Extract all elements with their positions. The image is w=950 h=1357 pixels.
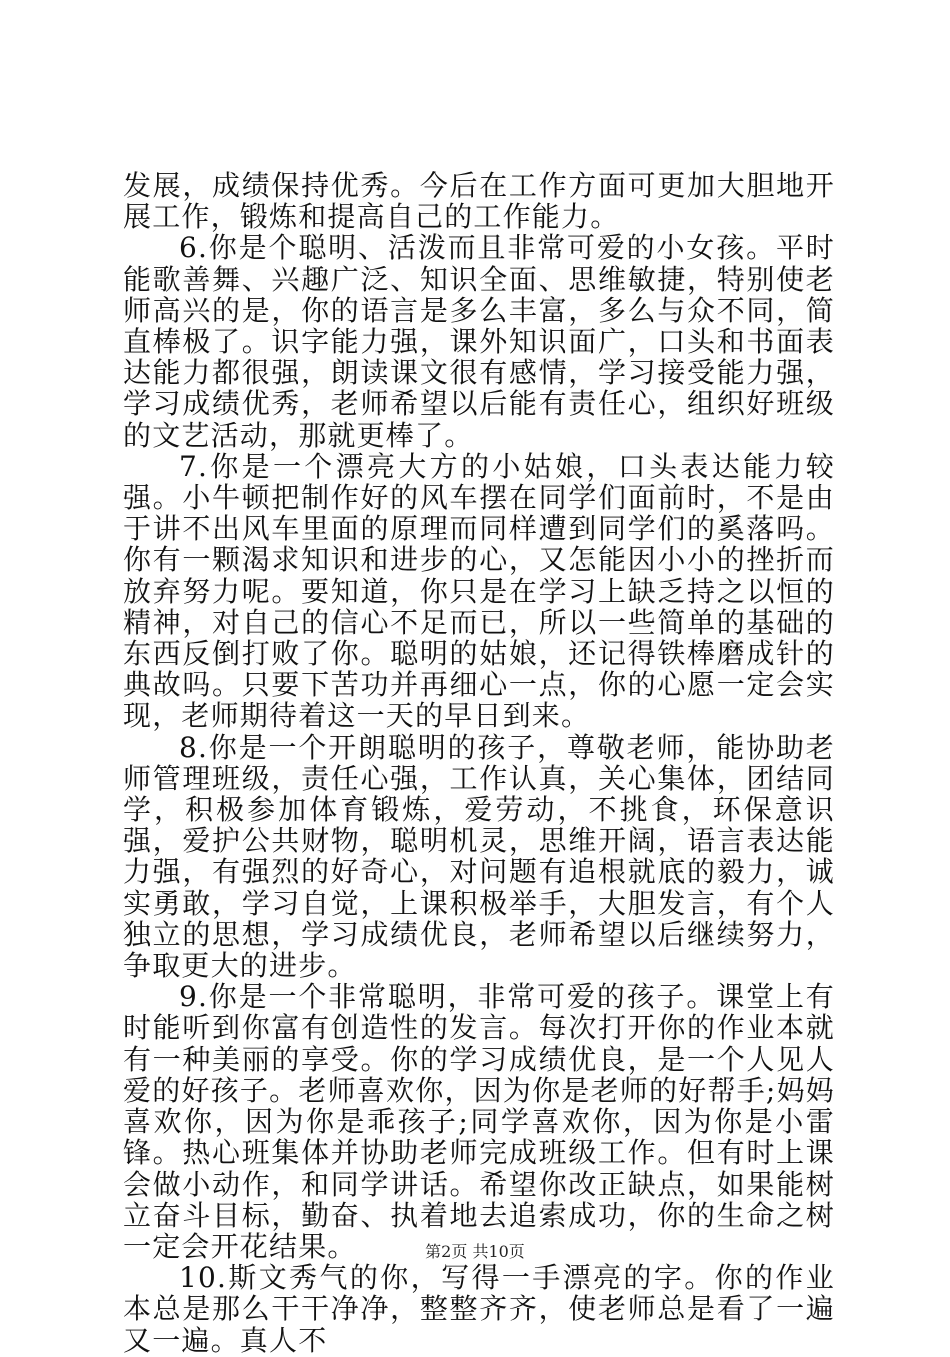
paragraph-continuation: 发展，成绩保持优秀。今后在工作方面可更加大胆地开展工作，锻炼和提高自己的工作能力。 — [123, 169, 835, 234]
paragraph-item-6: 6.你是个聪明、活泼而且非常可爱的小女孩。平时能歌善舞、兴趣广泛、知识全面、思维敏捷，特别使老师高兴的是，你的语言是多么丰富，多么与众不同，简直棒极了。识字能力强，课外知识面广，口头和书面表达能力都很强，朗读课文很有感情，学习接受能力强，学习成绩优秀，老师希望以后能有责任心，组织好班级的文艺活动，那就更棒了。 — [123, 231, 835, 452]
paragraph-item-10: 10.斯文秀气的你，写得一手漂亮的字。你的作业本总是那么干干净净，整整齐齐，使老师总是看了一遍又一遍。真人不 — [123, 1261, 835, 1357]
paragraph-item-8: 8.你是一个开朗聪明的孩子，尊敬老师，能协助老师管理班级，责任心强，工作认真，关心集体，团结同学，积极参加体育锻炼，爱劳动，不挑食，环保意识强，爱护公共财物，聪明机灵，思维开阔，语言表达能力强，有强烈的好奇心，对问题有追根就底的毅力，诚实勇敢，学习自觉，上课积极举手，大胆发言，有个人独立的思想，学习成绩优良，老师希望以后继续努力，争取更大的进步。 — [123, 730, 835, 983]
page-number-footer: 第2页 共10页 — [425, 1242, 525, 1261]
paragraph-item-9: 9.你是一个非常聪明，非常可爱的孩子。课堂上有时能听到你富有创造性的发言。每次打开你的作业本就有一种美丽的享受。你的学习成绩优良，是一个人见人爱的好孩子。老师喜欢你，因为你是老师的好帮手;妈妈喜欢你，因为你是乖孩子;同学喜欢你，因为你是小雷锋。热心班集体并协助老师完成班级工作。但有时上课会做小动作，和同学讲话。希望你改正缺点，如果能树立奋斗目标，勤奋、执着地去追索成功，你的生命之树一定会开花结果。 — [123, 980, 835, 1263]
document-body — [123, 170, 835, 1356]
paragraph-item-7: 7.你是一个漂亮大方的小姑娘，口头表达能力较强。小牛顿把制作好的风车摆在同学们面前时，不是由于讲不出风车里面的原理而同样遭到同学们的奚落吗。你有一颗渴求知识和进步的心，又怎能因小小的挫折而放弃努力呢。要知道，你只是在学习上缺乏持之以恒的精神，对自己的信心不足而已，所以一些简单的基础的东西反倒打败了你。聪明的姑娘，还记得铁棒磨成针的典故吗。只要下苦功并再细心一点，你的心愿一定会实现，老师期待着这一天的早日到来。 — [123, 449, 835, 733]
